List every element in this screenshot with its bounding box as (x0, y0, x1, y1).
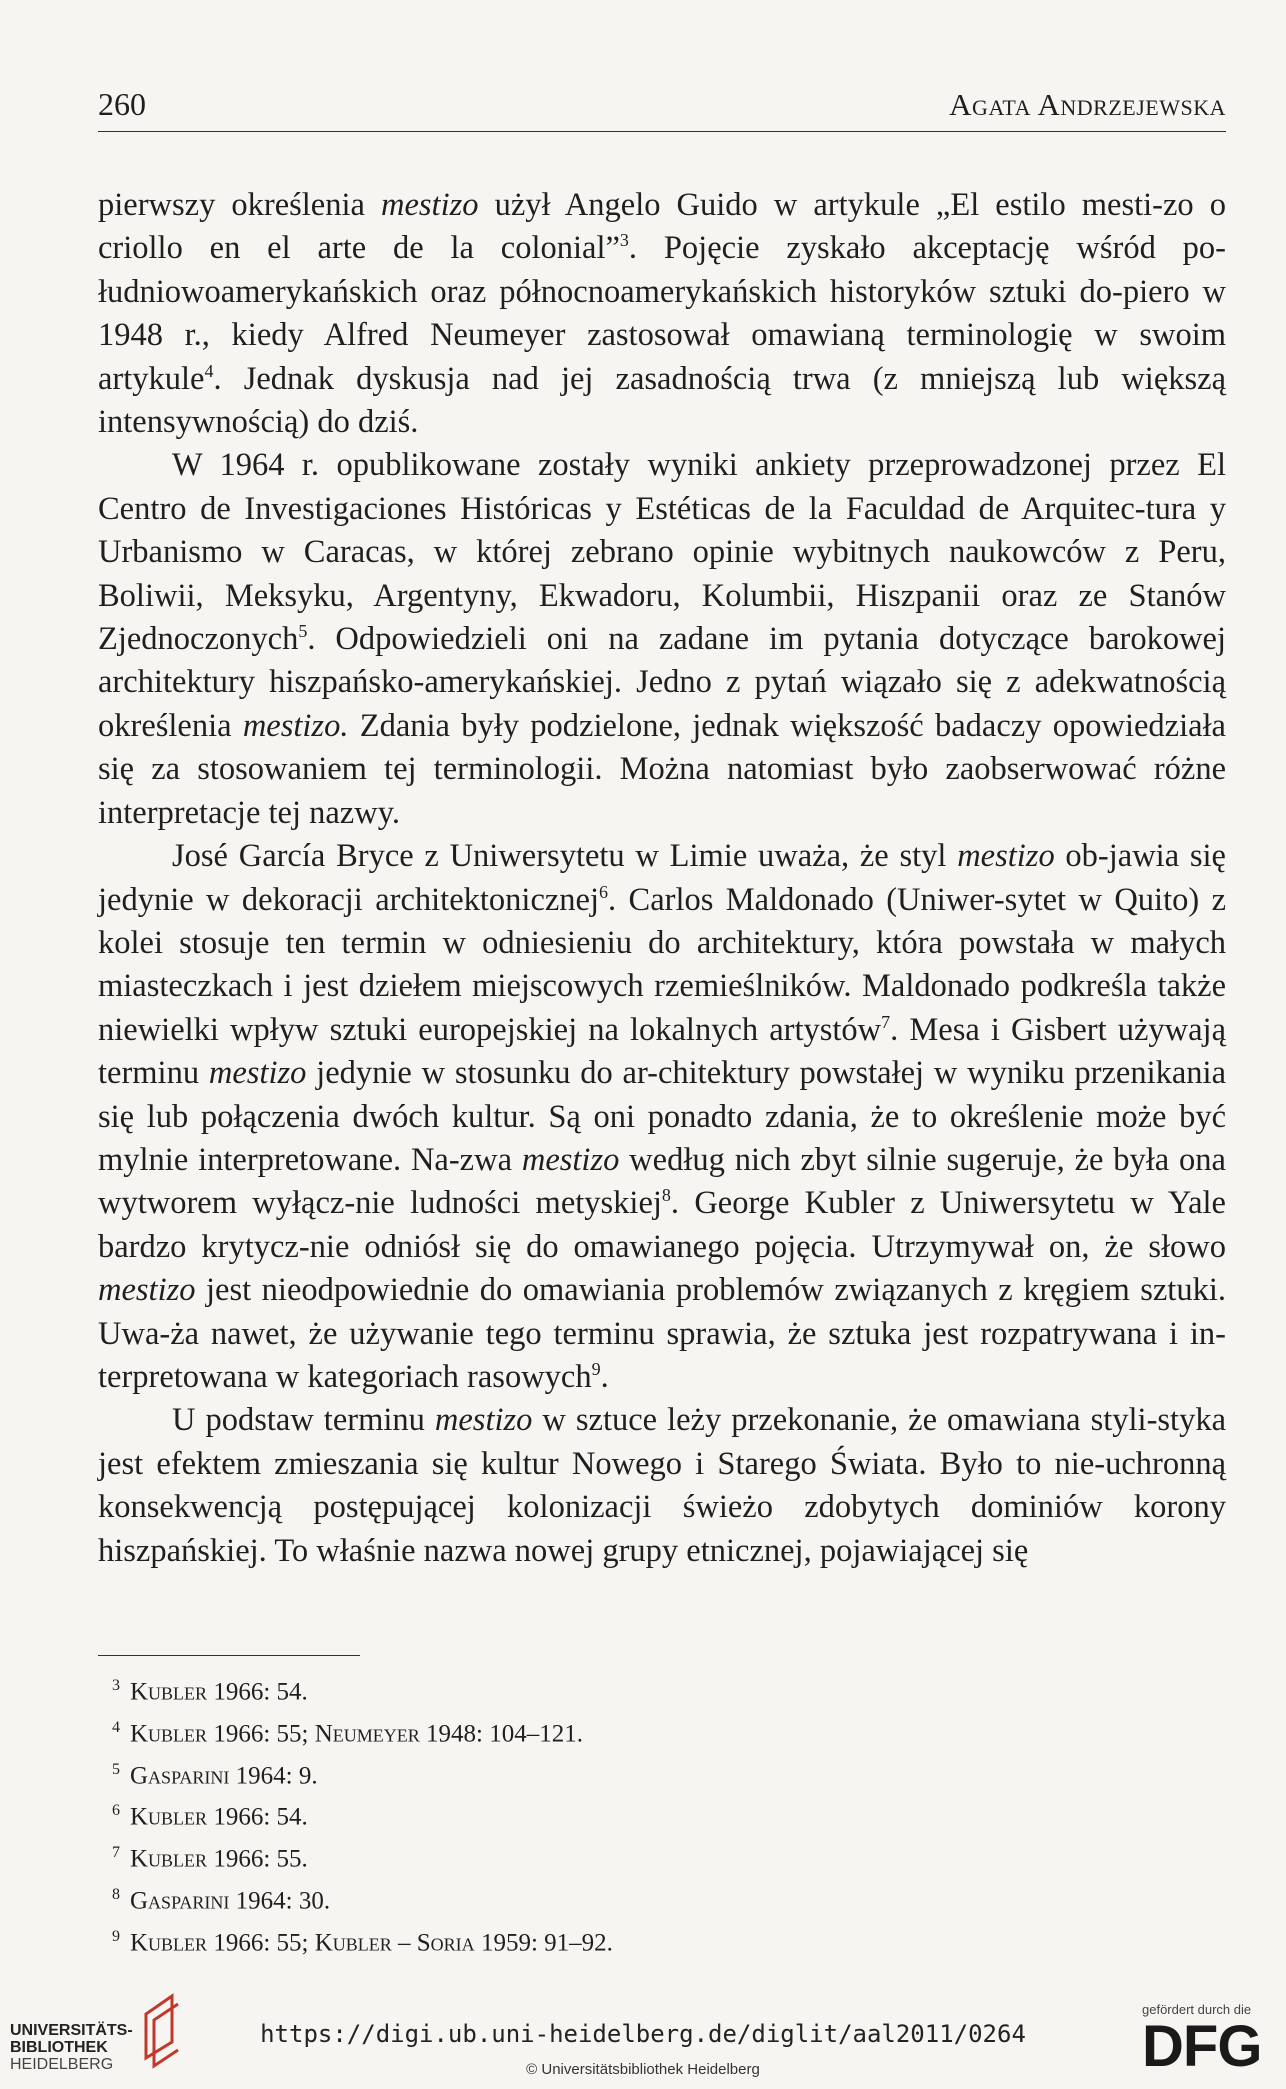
footnote: $^7$ Kubler 1966: 55. (112, 1844, 308, 1873)
library-name-line2: BIBLIOTHEK (10, 2039, 108, 2056)
footnote-ref: 8 (661, 1185, 671, 1206)
footnote-ref: 3 (619, 230, 629, 251)
body-text (98, 184, 1226, 1573)
italic-term: mestizo (98, 1272, 196, 1309)
author-name: Kubler (130, 1678, 208, 1706)
footnote-number: 9 (112, 1927, 120, 1945)
footnote-number: 3 (112, 1677, 120, 1694)
footnote-ref: 7 (881, 1011, 891, 1032)
running-author: Agata Andrzejewska (949, 87, 1226, 122)
page-number: 260 (98, 86, 146, 122)
footnote-number: 7 (112, 1844, 120, 1862)
italic-term: mestizo (381, 187, 479, 223)
author-name: Kubler (130, 1803, 208, 1831)
footnote: $^6$ Kubler 1966: 54. (112, 1802, 308, 1831)
footnote: $^8$ Gasparini 1964: 30. (112, 1886, 331, 1915)
italic-term: mestizo. (242, 707, 349, 744)
copyright: © Universitätsbibliothek Heidelberg (526, 2061, 760, 2078)
page-footer (0, 1990, 1286, 2089)
footnote-number: 4 (112, 1718, 120, 1736)
paragraph: W 1964 r. opublikowane zostały wyniki ankiety przeprowadzonej przez El Centro de Investigaciones Históricas y Estéticas de la Faculdad de Arquitec-tura y Urbanismo w Caracas, w której zebrano opinie wybitnych naukowców z Peru, Boliwii, Meksyku, Argentyny, Ekwadoru, Kolumbii, Hiszpanii oraz ze Stanów Zjednoczonych$^5$. Odpowiedzieli oni na zadane im pytania dotyczące barokowej architektury hiszpańsko-amerykańskiej. Jedno z pytań wiązało się z adekwatnością określenia mestizo. Zdania były podzielone, jednak większość badaczy opowiedziała się za stosowaniem tej terminologii. Można natomiast było zaobserwować różne interpretacje tej nazwy. (98, 447, 1226, 831)
footnote-ref: 6 (599, 881, 609, 902)
paragraph: José García Bryce z Uniwersytetu w Limie uważa, że styl mestizo ob-jawia się jedynie w dekoracji architektonicznej$^6$. Carlos Maldonado (Uniwer-sytet w Quito) z kolei stosuje ten termin w odniesieniu do architektury, która powstała w małych miasteczkach i jest dziełem miejscowych rzemieślników. Maldonado podkreśla także niewielki wpływ sztuki europejskiej na lokalnych artystów$^7$. Mesa i Gisbert używają terminu mestizo jedynie w stosunku do ar-chitektury powstałej w wyniku przenikania się lub połączenia dwóch kultur. Są oni ponadto zdania, że to określenie może być mylnie interpretowane. Na-zwa mestizo według nich zbyt silnie sugeruje, że była ona wytworem wyłącz-nie ludności metyskiej$^8$. George Kubler z Uniwersytetu w Yale bardzo krytycz-nie odniósł się do omawianego pojęcia. Utrzymywał on, że słowo mestizo jest nieodpowiednie do omawiania problemów związanych z kręgiem sztuki. Uwa-ża nawet, że używanie tego terminu sprawia, że sztuka jest rozpatrywana i in-terpretowana w kategoriach rasowych$^9$. (98, 838, 1227, 1395)
italic-term: mestizo (521, 1141, 620, 1178)
author-name: Kubler – Soria (314, 1929, 475, 1957)
paragraph: U podstaw terminu mestizo w sztuce leży przekonanie, że omawiana styli-styka jest efektem zmieszania się kultur Nowego i Starego Świata. Było to nie-uchronną konsekwencją postępującej kolonizacji świeżo zdobytych dominiów korony hiszpańskiej. To właśnie nazwa nowej grupy etnicznej, pojawiającej się (98, 1402, 1226, 1569)
author-name: Gasparini (130, 1761, 230, 1789)
footnote-number: 5 (112, 1760, 120, 1778)
footnote: $^5$ Gasparini 1964: 9. (112, 1760, 318, 1789)
footnote-ref: 9 (591, 1359, 601, 1380)
footnotes (112, 1668, 1212, 1961)
dfg-logo: DFG (1142, 2014, 1262, 2079)
author-name: Gasparini (130, 1887, 230, 1915)
library-name-line3: HEIDELBERG (10, 2056, 114, 2073)
footnote-number: 8 (112, 1886, 120, 1904)
footnote: $^4$ Kubler 1966: 55; Neumeyer 1948: 104–121. (112, 1718, 583, 1748)
running-header (98, 86, 1226, 132)
funding-note: gefördert durch die (1142, 2002, 1252, 2017)
italic-term: mestizo (957, 838, 1055, 875)
footnote-rule (98, 1655, 360, 1656)
author-name: Kubler (130, 1845, 208, 1873)
footnote: $^9$ Kubler 1966: 55; Kubler – Soria 1959: 91–92. (112, 1927, 613, 1957)
italic-term: mestizo (434, 1402, 533, 1439)
author-name: Kubler (130, 1929, 208, 1957)
author-name: Neumeyer (314, 1720, 420, 1748)
paragraph: pierwszy określenia mestizo użył Angelo Guido w artykule „El estilo mesti-zo o criollo en el arte de la colonial”$^3$. Pojęcie zyskało akceptację wśród po-łudniowoamerykańskich oraz północnoamerykańskich historyków sztuki do-piero w 1948 r., kiedy Alfred Neumeyer zastosował omawianą terminologię w swoim artykule$^4$. Jednak dyskusja nad jej zasadnością trwa (z mniejszą lub większą intensywnością) do dziś. (98, 187, 1226, 441)
italic-term: mestizo (208, 1055, 307, 1092)
footnote-ref: 5 (298, 621, 308, 642)
footnote-number: 6 (112, 1802, 120, 1820)
author-name: Kubler (130, 1720, 208, 1748)
source-url-link[interactable]: https://digi.ub.uni-heidelberg.de/diglit/aal2011/0264 (260, 2020, 1026, 2048)
footnote-ref: 4 (204, 360, 214, 381)
library-name-line1: UNIVERSITÄTS- (10, 2022, 133, 2039)
footnote: $^3$ Kubler 1966: 54. (112, 1677, 308, 1706)
